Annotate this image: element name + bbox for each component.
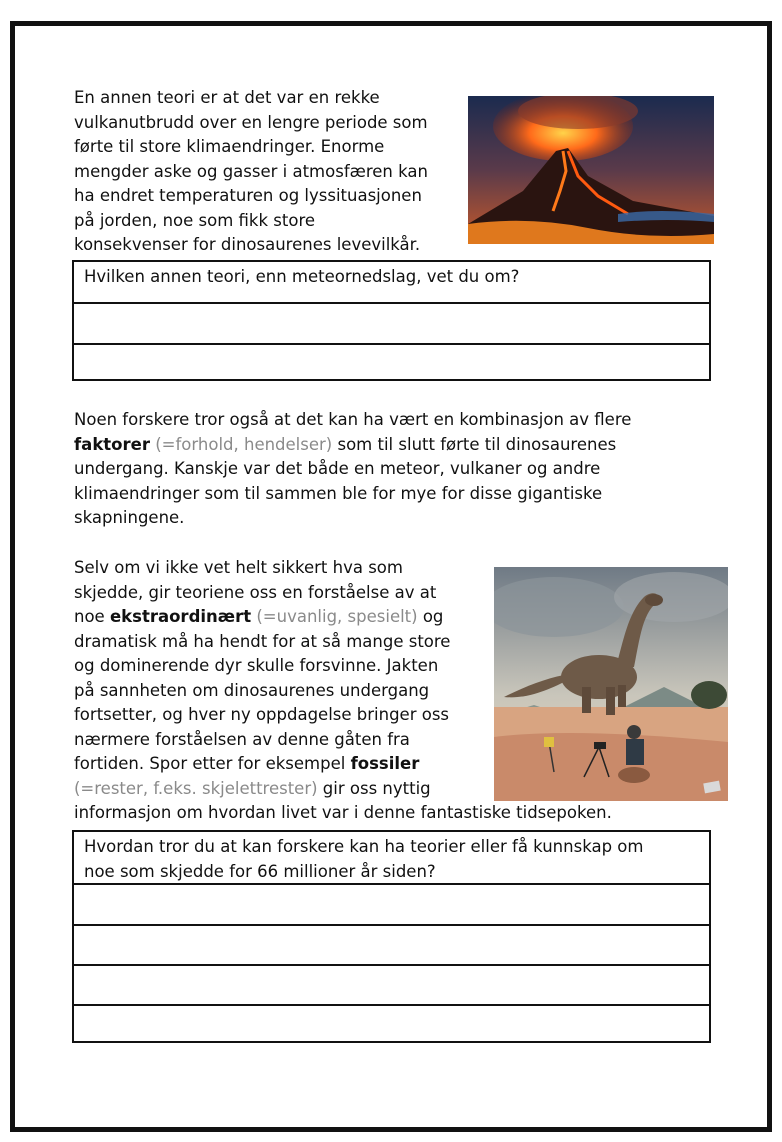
text-line: klimaendringer som til sammen ble for mye for disse gigantiske bbox=[74, 483, 603, 503]
text-line: informasjon om hvordan livet var i denne fantastiske tidsepoken. bbox=[74, 803, 612, 822]
gloss-ekstraordinaert: (=uvanlig, spesielt) bbox=[251, 607, 418, 626]
question-1: Hvilken annen teori, enn meteornedslag, vet du om? bbox=[84, 267, 520, 286]
answer-line[interactable] bbox=[74, 883, 709, 924]
text-fragment: gir oss nyttig bbox=[317, 778, 431, 798]
text-line: Noen forskere tror også at det kan ha vært en kombinasjon av flere bbox=[74, 410, 632, 429]
text-line: på jorden, noe som fikk store bbox=[74, 210, 316, 230]
text-line: konsekvenser for dinosaurenes levevilkår. bbox=[74, 235, 421, 254]
answer-line[interactable] bbox=[74, 924, 709, 964]
answer-line[interactable] bbox=[74, 343, 709, 381]
text-line: på sannheten om dinosaurenes undergang bbox=[74, 680, 430, 700]
text-line: undergang. Kanskje var det både en meteor, vulkaner og andre bbox=[74, 459, 601, 478]
question-2 bbox=[74, 832, 709, 883]
text-line: mengder aske og gasser i atmosfæren kan bbox=[74, 161, 428, 181]
answer-line[interactable] bbox=[74, 964, 709, 1004]
text-line: En annen teori er at det var en rekke bbox=[74, 88, 380, 107]
text-fragment: og bbox=[417, 607, 444, 626]
answer-box-2 bbox=[72, 830, 711, 1043]
answer-box-1 bbox=[72, 260, 711, 381]
term-ekstraordinaert: ekstraordinært bbox=[109, 607, 252, 626]
factors-paragraph bbox=[74, 408, 714, 531]
answer-line[interactable] bbox=[74, 302, 709, 343]
text-line: skapningene. bbox=[74, 508, 185, 527]
question-line: noe som skjedde for 66 millioner år siden? bbox=[84, 861, 436, 881]
text-line: Selv om vi ikke vet helt sikkert hva som bbox=[74, 558, 403, 577]
answer-line[interactable] bbox=[74, 1004, 709, 1041]
term-fossiler: fossiler bbox=[350, 754, 420, 773]
text-line: fortsetter, og hver ny oppdagelse bringer oss bbox=[74, 705, 450, 724]
text-line: ha endret temperaturen og lyssituasjonen bbox=[74, 186, 422, 205]
gloss-faktorer: (=forhold, hendelser) bbox=[155, 434, 333, 454]
text-fragment: fortiden. Spor etter for eksempel bbox=[74, 754, 351, 773]
text-line bbox=[74, 433, 714, 458]
term-faktorer: faktorer bbox=[74, 434, 150, 454]
question-line: Hvordan tror du at kan forskere kan ha teorier eller få kunnskap om bbox=[84, 837, 644, 856]
text-line: skjedde, gir teoriene oss en forståelse av at bbox=[74, 582, 437, 602]
text-line: dramatisk må ha hendt for at så mange store bbox=[74, 631, 451, 651]
volcano-paragraph bbox=[74, 86, 464, 258]
dinosaur-paleontologist-image bbox=[494, 567, 728, 801]
text-fragment: noe bbox=[74, 607, 110, 626]
text-fragment: som til slutt førte til dinosaurenes bbox=[332, 434, 617, 454]
text-line: vulkanutbrudd over en lengre periode som bbox=[74, 112, 428, 132]
gloss-fossiler: (=rester, f.eks. skjelettrester) bbox=[74, 778, 318, 798]
text-line: nærmere forståelsen av denne gåten fra bbox=[74, 729, 410, 749]
text-line: førte til store klimaendringer. Enorme bbox=[74, 137, 385, 156]
volcano-eruption-image bbox=[468, 96, 714, 244]
text-line: og dominerende dyr skulle forsvinne. Jakten bbox=[74, 656, 439, 675]
